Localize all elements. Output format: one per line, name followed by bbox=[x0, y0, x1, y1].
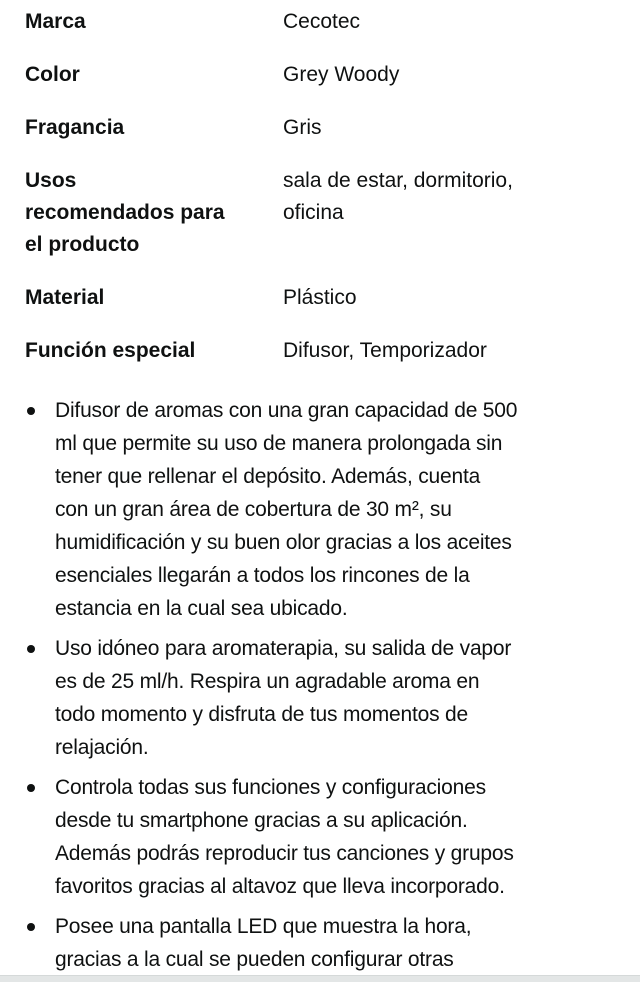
product-specs-table bbox=[25, 6, 625, 388]
spec-row-brand bbox=[25, 6, 625, 38]
spec-label: Material bbox=[25, 286, 105, 309]
spec-value: Difusor, Temporizador bbox=[283, 339, 487, 362]
spec-row-recommended-uses bbox=[25, 165, 625, 261]
spec-value: Grey Woody bbox=[283, 63, 400, 86]
spec-row-fragrance bbox=[25, 112, 625, 144]
bullet-line: humidificación y su buen olor gracias a los aceites bbox=[55, 531, 512, 554]
bullet-icon bbox=[27, 923, 35, 931]
feature-bullet bbox=[0, 771, 640, 903]
bullet-line: Uso idóneo para aromaterapia, su salida de vapor bbox=[55, 637, 512, 660]
bottom-toolbar-edge bbox=[0, 975, 640, 982]
bullet-line: Controla todas sus funciones y configuraciones bbox=[55, 776, 486, 799]
spec-label: Color bbox=[25, 63, 80, 86]
spec-label-line: Usos bbox=[25, 169, 77, 192]
spec-label: Marca bbox=[25, 10, 86, 33]
bullet-icon bbox=[27, 645, 35, 653]
bullet-line: Difusor de aromas con una gran capacidad de 500 bbox=[55, 399, 518, 422]
spec-value-line: oficina bbox=[283, 201, 344, 224]
spec-value: Gris bbox=[283, 116, 322, 139]
bullet-icon bbox=[27, 784, 35, 792]
bullet-line: todo momento y disfruta de tus momentos de bbox=[55, 703, 468, 726]
bullet-line: Además podrás reproducir tus canciones y grupos bbox=[55, 842, 514, 865]
bullet-line: favoritos gracias al altavoz que lleva incorporado. bbox=[55, 875, 505, 898]
spec-value: Plástico bbox=[283, 286, 357, 309]
bullet-line: ml que permite su uso de manera prolongada sin bbox=[55, 432, 503, 455]
bullet-line: es de 25 ml/h. Respira un agradable aroma en bbox=[55, 670, 480, 693]
spec-label-line: recomendados para bbox=[25, 201, 225, 224]
bullet-line: tener que rellenar el depósito. Además, cuenta bbox=[55, 465, 481, 488]
bullet-line: esenciales llegarán a todos los rincones de la bbox=[55, 564, 470, 587]
spec-label: Función especial bbox=[25, 339, 196, 362]
spec-value-line: sala de estar, dormitorio, bbox=[283, 169, 513, 192]
bullet-line: con un gran área de cobertura de 30 m², su bbox=[55, 498, 452, 521]
spec-row-color bbox=[25, 59, 625, 91]
feature-bullet bbox=[0, 632, 640, 764]
bullet-icon bbox=[27, 407, 35, 415]
spec-label-line: el producto bbox=[25, 233, 140, 256]
spec-row-material bbox=[25, 282, 625, 314]
bullet-line: gracias a la cual se pueden configurar otras bbox=[55, 948, 454, 971]
spec-value bbox=[283, 165, 625, 261]
bullet-line: estancia en la cual sea ubicado. bbox=[55, 597, 348, 620]
spec-label bbox=[25, 165, 283, 261]
spec-label: Fragancia bbox=[25, 116, 125, 139]
spec-value: Cecotec bbox=[283, 10, 361, 33]
feature-bullets bbox=[0, 394, 640, 983]
spec-row-special-function bbox=[25, 335, 625, 367]
bullet-line: desde tu smartphone gracias a su aplicación. bbox=[55, 809, 468, 832]
feature-bullet bbox=[0, 910, 640, 976]
feature-bullet bbox=[0, 394, 640, 625]
bullet-line: Posee una pantalla LED que muestra la hora, bbox=[55, 915, 472, 938]
bullet-line: relajación. bbox=[55, 736, 149, 759]
